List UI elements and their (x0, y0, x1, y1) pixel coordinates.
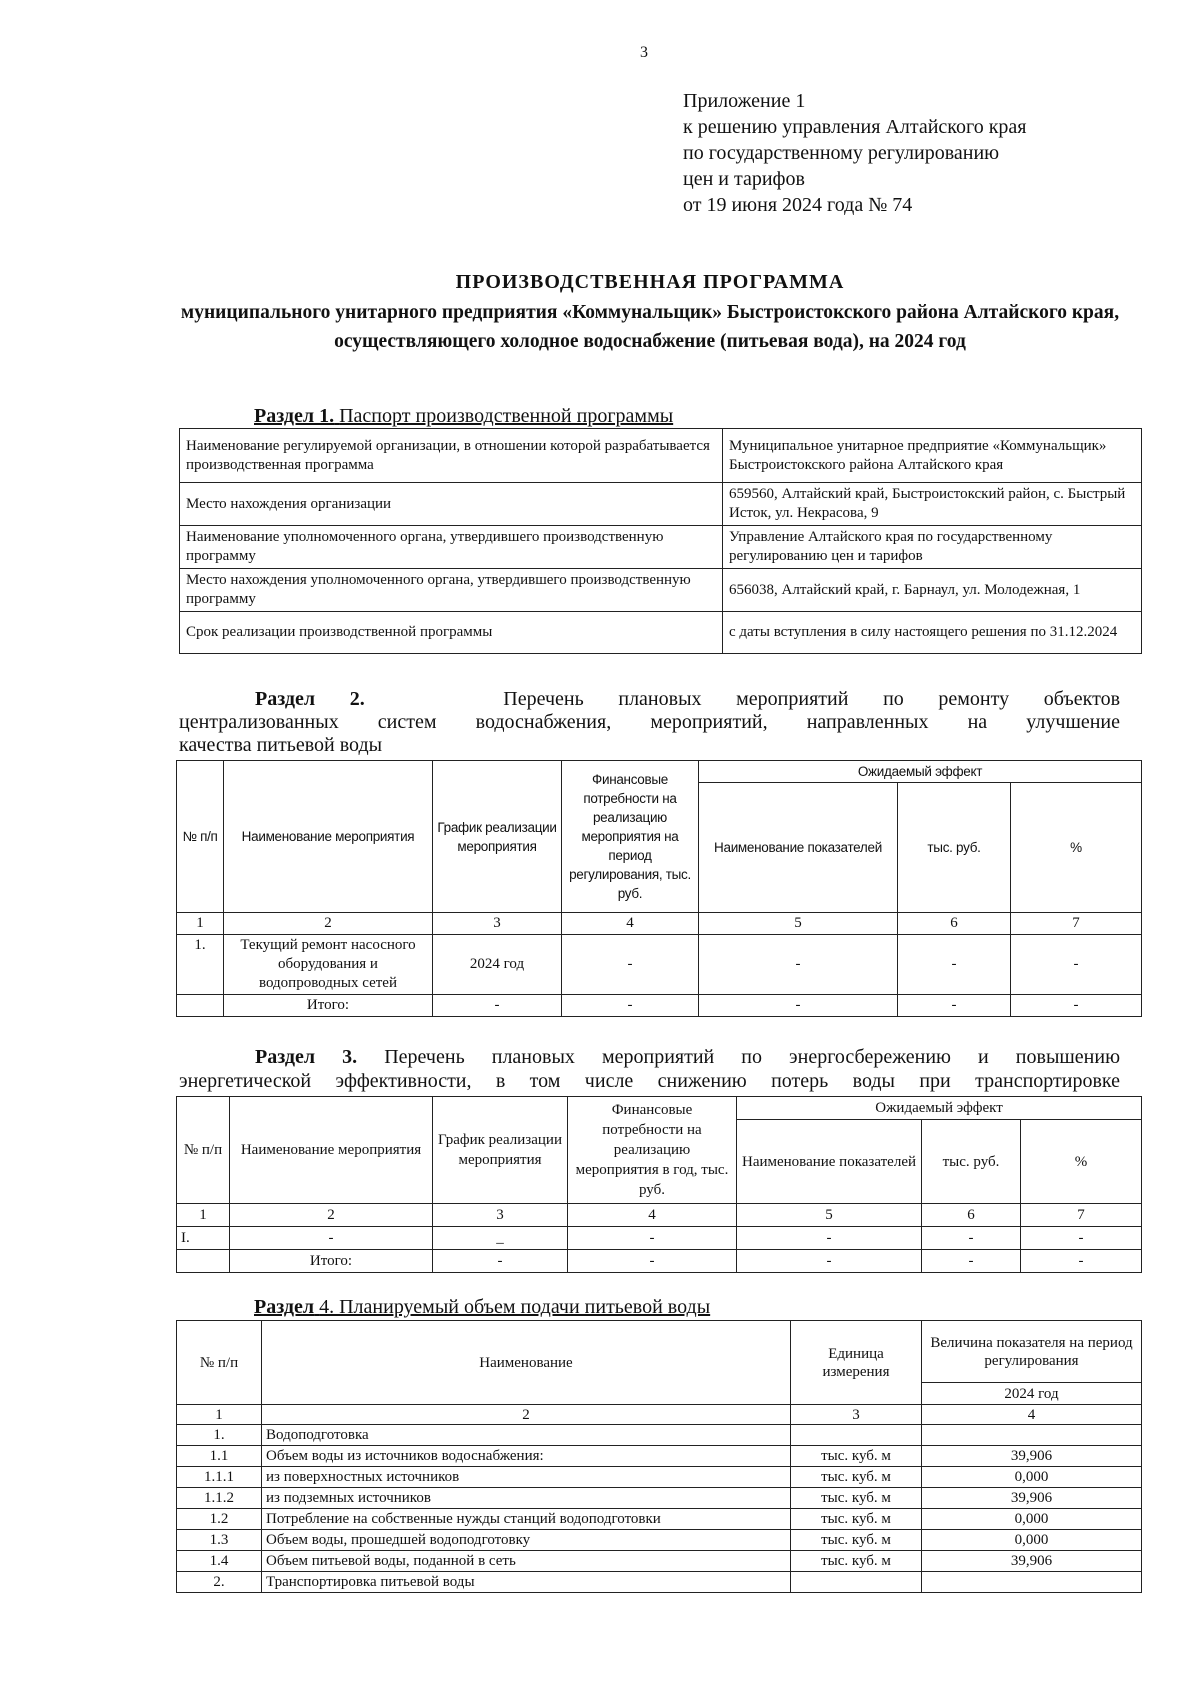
section2-heading-line2: централизованных систем водоснабжения, мероприятий, направленных на улучшение (179, 711, 1120, 733)
row-name: Объем питьевой воды, поданной в сеть (262, 1551, 791, 1572)
section1-title: Паспорт производственной программы (339, 405, 674, 427)
row-value: 39,906 (922, 1446, 1142, 1467)
header-num: № п/п (177, 761, 224, 913)
header-effect: Ожидаемый эффект (737, 1097, 1142, 1120)
header-finance: Финансовые потребности на реализацию мероприятия на период регулирования, тыс. руб. (562, 761, 699, 913)
row-num: 1.1.2 (177, 1488, 262, 1509)
header-name: Наименование мероприятия (224, 761, 433, 913)
col-number: 3 (433, 913, 562, 935)
table-row (177, 935, 1142, 995)
table-cell: Наименование уполномоченного органа, утвердившего производственную программу (180, 526, 723, 569)
total-num-cell (177, 995, 224, 1017)
section1-label: Раздел 1. (254, 405, 335, 427)
row-schedule: _ (433, 1227, 568, 1250)
table-cell: Место нахождения уполномоченного органа, утвердившего производственную программу (180, 569, 723, 612)
row-num: 1.1 (177, 1446, 262, 1467)
row-unit (791, 1572, 922, 1593)
header-schedule: График реализации мероприятия (433, 1097, 568, 1204)
section3-heading (179, 1045, 1120, 1093)
table-row (180, 612, 1142, 654)
table-cell: Управление Алтайского края по государственному регулированию цен и тарифов (723, 526, 1142, 569)
col-number: 3 (433, 1204, 568, 1227)
row-value: 0,000 (922, 1530, 1142, 1551)
col-number: 2 (262, 1405, 791, 1425)
table-cell: Наименование регулируемой организации, в отношении которой разрабатывается производственная программа (180, 429, 723, 483)
section2-table (176, 760, 1142, 1017)
total-num-cell (177, 1250, 230, 1273)
annex-line: к решению управления Алтайского края (683, 116, 1027, 138)
col-number: 2 (230, 1204, 433, 1227)
header-indicators: Наименование показателей (737, 1120, 922, 1204)
row-name: Потребление на собственные нужды станций водоподготовки (262, 1509, 791, 1530)
header-name: Наименование мероприятия (230, 1097, 433, 1204)
table-row (177, 1227, 1142, 1250)
row-num: I. (177, 1227, 230, 1250)
row-name: из поверхностных источников (262, 1467, 791, 1488)
table-row (180, 569, 1142, 612)
table-cell: Муниципальное унитарное предприятие «Коммунальщик» Быстроистокского района Алтайского края (723, 429, 1142, 483)
row-num: 1.2 (177, 1509, 262, 1530)
total-percent: - (1011, 995, 1142, 1017)
row-name: Транспортировка питьевой воды (262, 1572, 791, 1593)
col-number: 5 (737, 1204, 922, 1227)
row-value: 39,906 (922, 1488, 1142, 1509)
annex-line: цен и тарифов (683, 168, 805, 190)
table-header-row (177, 1097, 1142, 1120)
total-finance: - (568, 1250, 737, 1273)
document-title (170, 268, 1130, 356)
row-finance: - (562, 935, 699, 995)
total-row (177, 1250, 1142, 1273)
total-thousand-rub: - (922, 1250, 1021, 1273)
table-row (177, 1509, 1142, 1530)
row-num: 2. (177, 1572, 262, 1593)
row-value (922, 1425, 1142, 1446)
table-row (180, 526, 1142, 569)
table-cell: с даты вступления в силу настоящего решения по 31.12.2024 (723, 612, 1142, 654)
annex-line: по государственному регулированию (683, 142, 1000, 164)
table-row (177, 1530, 1142, 1551)
row-unit (791, 1425, 922, 1446)
table-cell: 656038, Алтайский край, г. Барнаул, ул. Молодежная, 1 (723, 569, 1142, 612)
header-name: Наименование (262, 1321, 791, 1405)
header-num: № п/п (177, 1321, 262, 1405)
header-schedule: График реализации мероприятия (433, 761, 562, 913)
row-name: - (230, 1227, 433, 1250)
row-unit: тыс. куб. м (791, 1509, 922, 1530)
col-number: 4 (922, 1405, 1142, 1425)
section2-heading (179, 688, 1120, 757)
row-indicators: - (737, 1227, 922, 1250)
total-thousand-rub: - (898, 995, 1011, 1017)
row-finance: - (568, 1227, 737, 1250)
col-number: 7 (1021, 1204, 1142, 1227)
header-unit: Единица измерения (791, 1321, 922, 1405)
header-thousand-rub: тыс. руб. (898, 783, 1011, 913)
col-number: 6 (922, 1204, 1021, 1227)
table-header-row (177, 1321, 1142, 1383)
header-percent: % (1011, 783, 1142, 913)
section4-label: Раздел (254, 1296, 315, 1318)
row-percent: - (1021, 1227, 1142, 1250)
col-number: 2 (224, 913, 433, 935)
row-unit: тыс. куб. м (791, 1488, 922, 1509)
col-number: 1 (177, 1405, 262, 1425)
row-name: Текущий ремонт насосного оборудования и водопроводных сетей (224, 935, 433, 995)
table-row (177, 1551, 1142, 1572)
header-indicators: Наименование показателей (699, 783, 898, 913)
col-number: 7 (1011, 913, 1142, 935)
table-row (180, 429, 1142, 483)
total-schedule: - (433, 1250, 568, 1273)
section3-label: Раздел 3. (255, 1046, 358, 1068)
section2-label: Раздел 2. (255, 688, 365, 710)
row-value: 39,906 (922, 1551, 1142, 1572)
table-cell: 659560, Алтайский край, Быстроистокский район, с. Быстрый Исток, ул. Некрасова, 9 (723, 483, 1142, 526)
col-number: 4 (568, 1204, 737, 1227)
row-name: из подземных источников (262, 1488, 791, 1509)
annex-line: от 19 июня 2024 года № 74 (683, 194, 913, 216)
page-number: 3 (640, 44, 648, 61)
row-value (922, 1572, 1142, 1593)
header-year: 2024 год (922, 1383, 1142, 1405)
row-num: 1. (177, 1425, 262, 1446)
row-unit: тыс. куб. м (791, 1551, 922, 1572)
row-name: Водоподготовка (262, 1425, 791, 1446)
column-number-row (177, 1405, 1142, 1425)
table-row (177, 1488, 1142, 1509)
row-num: 1.1.1 (177, 1467, 262, 1488)
col-number: 1 (177, 913, 224, 935)
table-cell: Срок реализации производственной программы (180, 612, 723, 654)
section4-heading (254, 1295, 710, 1319)
header-effect: Ожидаемый эффект (699, 761, 1142, 783)
total-label: Итого: (224, 995, 433, 1017)
section2-heading-line1 (179, 688, 1120, 711)
header-value: Величина показателя на период регулирования (922, 1321, 1142, 1383)
row-unit: тыс. куб. м (791, 1530, 922, 1551)
header-thousand-rub: тыс. руб. (922, 1120, 1021, 1204)
col-number: 6 (898, 913, 1011, 935)
header-finance: Финансовые потребности на реализацию мероприятия в год, тыс. руб. (568, 1097, 737, 1204)
table-row (177, 1446, 1142, 1467)
annex-block (683, 88, 1027, 218)
total-label: Итого: (230, 1250, 433, 1273)
row-num: 1. (177, 935, 224, 995)
col-number: 1 (177, 1204, 230, 1227)
row-schedule: 2024 год (433, 935, 562, 995)
section2-title-1: Перечень плановых мероприятий по ремонту объектов (503, 688, 1121, 710)
total-row (177, 995, 1142, 1017)
row-indicators: - (699, 935, 898, 995)
section3-heading-line2: энергетической эффективности, в том числе снижению потерь воды при транспортировке (179, 1070, 1120, 1092)
total-percent: - (1021, 1250, 1142, 1273)
title-subtitle: муниципального унитарного предприятия «Коммунальщик» Быстроистокского района Алтайского края, осуществляющего холодное водоснабжение (питьевая вода), на 2024 год (180, 302, 1120, 352)
passport-table (179, 428, 1142, 654)
header-percent: % (1021, 1120, 1142, 1204)
section2-heading-line3: качества питьевой воды (179, 734, 383, 756)
title-main: ПРОИЗВОДСТВЕННАЯ ПРОГРАММА (455, 271, 845, 293)
col-number: 5 (699, 913, 898, 935)
row-num: 1.3 (177, 1530, 262, 1551)
table-row (180, 483, 1142, 526)
row-thousand-rub: - (922, 1227, 1021, 1250)
header-num: № п/п (177, 1097, 230, 1204)
row-num: 1.4 (177, 1551, 262, 1572)
row-percent: - (1011, 935, 1142, 995)
col-number: 4 (562, 913, 699, 935)
row-value: 0,000 (922, 1467, 1142, 1488)
column-number-row (177, 1204, 1142, 1227)
table-header-row (177, 761, 1142, 783)
section4-title: 4. Планируемый объем подачи питьевой воды (319, 1296, 711, 1318)
total-schedule: - (433, 995, 562, 1017)
table-cell: Место нахождения организации (180, 483, 723, 526)
row-name: Объем воды из источников водоснабжения: (262, 1446, 791, 1467)
total-finance: - (562, 995, 699, 1017)
total-indicators: - (737, 1250, 922, 1273)
table-row (177, 1572, 1142, 1593)
row-unit: тыс. куб. м (791, 1467, 922, 1488)
total-indicators: - (699, 995, 898, 1017)
section1-heading (254, 404, 673, 428)
section3-table (176, 1096, 1142, 1273)
table-row (177, 1425, 1142, 1446)
section3-title-1: Перечень плановых мероприятий по энергосбережению и повышению (384, 1046, 1121, 1068)
column-number-row (177, 913, 1142, 935)
row-name: Объем воды, прошедшей водоподготовку (262, 1530, 791, 1551)
section4-table (176, 1320, 1142, 1593)
table-row (177, 1467, 1142, 1488)
col-number: 3 (791, 1405, 922, 1425)
section3-heading-line1 (179, 1045, 1120, 1069)
row-thousand-rub: - (898, 935, 1011, 995)
row-unit: тыс. куб. м (791, 1446, 922, 1467)
row-value: 0,000 (922, 1509, 1142, 1530)
annex-line: Приложение 1 (683, 90, 806, 112)
